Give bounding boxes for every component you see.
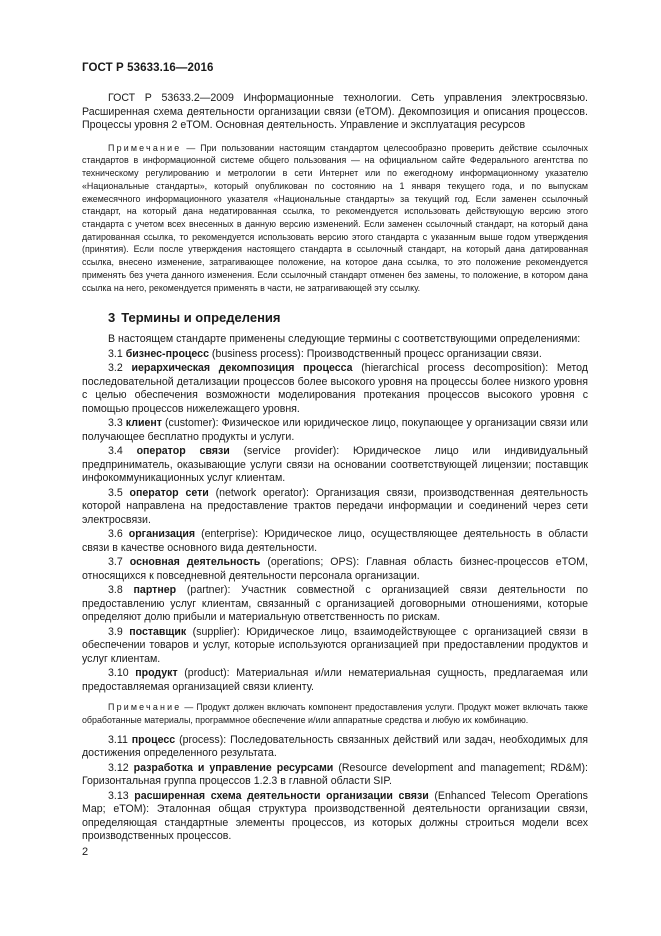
term-text: (partner): Участник совместной с организацией связи деятельности по предоставлению услуг клиентам, связанный с организацией договорными отношениями, которые определяют долю прибыли и материальную ответственность по рискам. — [82, 584, 588, 624]
term-definition — [82, 487, 588, 528]
section-number: 3 — [108, 310, 116, 326]
term-number: 3.6 — [108, 528, 123, 541]
term-number: 3.2 — [108, 362, 123, 375]
term-text: (supplier): Юридическое лицо, взаимодействующее с организацией связи в обеспечении товаров и услуг, которые используются организацией при предоставлении продуктов и услуг клиентам. — [82, 625, 588, 665]
document-content — [82, 92, 588, 844]
term-number: 3.10 — [108, 667, 129, 680]
term-name: организация — [128, 528, 196, 541]
section-intro: В настоящем стандарте применены следующие термины с соответствующими определениями: — [108, 333, 581, 346]
term-name: продукт — [135, 667, 178, 680]
term-text: (Enhanced Telecom Operations Map; eTOM): Эталонная общая структура производственной деятельности организации связи, определяющая стандартные элементы процессов, из которых должны строиться модели всех производственных процессов. — [82, 789, 588, 843]
term-definition — [82, 348, 588, 362]
term-text: (customer): Физическое или юридическое лицо, покупающее у организации связи или получающее бесплатно продукты и услуги. — [82, 417, 588, 443]
term-definition — [82, 762, 588, 789]
term-text: (network operator): Организация связи, производственная деятельность которой направлена на предоставление трактов передачи информации и соединений через сети электросвязи. — [82, 486, 588, 526]
term-name: разработка и управление ресурсами — [133, 761, 334, 774]
term-number: 3.9 — [108, 625, 123, 638]
note-label: Примечание — [108, 702, 182, 713]
term-name: оператор сети — [129, 486, 209, 499]
term-number: 3.13 — [108, 789, 129, 802]
section-title: Термины и определения — [121, 310, 281, 326]
term-number: 3.4 — [108, 445, 123, 458]
term-name: бизнес-процесс — [125, 347, 209, 360]
term-name: оператор связи — [136, 445, 230, 458]
term-definition — [82, 445, 588, 486]
term-number: 3.11 — [108, 733, 128, 746]
term-definition — [82, 626, 588, 667]
document-header: ГОСТ Р 53633.16—2016 — [82, 62, 214, 74]
term-number: 3.5 — [108, 486, 123, 499]
term-definition — [82, 417, 588, 444]
term-definition — [82, 734, 588, 761]
note-label: Примечание — [108, 142, 182, 153]
term-number: 3.8 — [108, 584, 123, 597]
term-text: (service provider): Юридическое лицо или индивидуальный предприниматель, оказывающие услуги связи на основании соответствующей лицензии; поставщик инфокоммуникационных услуг клиентам. — [82, 445, 588, 485]
term-text: (product): Материальная и/или нематериальная сущность, предлагаемая или предоставляемая организацией связи клиенту. — [82, 667, 588, 693]
terms-list-a — [82, 348, 588, 695]
term-name: поставщик — [129, 625, 187, 638]
note-normative — [82, 142, 588, 294]
term-definition — [82, 667, 588, 694]
term-name: партнер — [133, 584, 177, 597]
term-definition — [82, 528, 588, 555]
term-definition — [82, 362, 588, 416]
term-text: (business process): Производственный процесс организации связи. — [208, 347, 542, 360]
term-text: (operations; OPS): Главная область бизнес-процессов eTOM, относящихся к повседневной деятельности персонала организации. — [82, 556, 588, 582]
term-name: основная деятельность — [129, 556, 261, 569]
term-number: 3.12 — [108, 761, 129, 774]
note-text: — Продукт должен включать компонент предоставления услуги. Продукт может включать также обработанные материалы, программное обеспечение и/или аппаратные средства и любую их комбинацию. — [82, 702, 588, 725]
page-number: 2 — [82, 846, 89, 858]
term-definition — [82, 790, 588, 844]
term-number: 3.3 — [108, 417, 123, 430]
term-text: (hierarchical process decomposition): Метод последовательной детализации процессов более высокого уровня на процессы более низкого уровня с целью обеспечения возможности моделирования протекания процессов высокого уровня с помощью процессов нижележащего уровня. — [82, 362, 588, 415]
note-text: — При пользовании настоящим стандартом целесообразно проверить действие ссылочных стандартов в информационной системе общего пользования — на официальном сайте Федерального агентства по техническому регулированию и метрологии в сети Интернет или по ежегодному информационному указателю «Национальные стандарты», который опубликован по состоянию на 1 января текущего года, и по выпускам ежемесячного информационного указателя «Национальные стандарты» за текущий год. Если заменен ссылочный стандарт, на который дана недатированная ссылка, то рекомендуется использовать действующую версию этого стандарта с учетом всех внесенных в данную версию изменений. Если заменен ссылочный стандарт, на который дана датированная ссылка, то рекомендуется использовать версию этого стандарта с указанным выше годом утверждения (принятия). Если после утверждения настоящего стандарта в ссылочный стандарт, на который дана датированная ссылка, внесено изменение, затрагивающее положение, на которое дана ссылка, то это положение рекомендуется применять без учета данного изменения. Если ссылочный стандарт отменен без замены, то положение, в котором дана ссылка на него, рекомендуется применять в части, не затрагивающей эту ссылку. — [82, 142, 588, 293]
term-text: (enterprise): Юридическое лицо, осуществляющее деятельность в области связи в качестве основного вида деятельности. — [82, 528, 588, 554]
terms-list-b — [82, 734, 588, 844]
term-name: расширенная схема деятельности организации связи — [134, 789, 429, 802]
normative-reference: ГОСТ Р 53633.2—2009 Информационные технологии. Сеть управления электросвязью. Расширенная схема деятельности организации связи (eTOM). Декомпозиция и описания процессов. Процессы уровня 2 eTOM. Основная деятельность. Управление и эксплуатация ресурсов — [82, 92, 588, 132]
term-number: 3.1 — [108, 347, 123, 360]
term-name: иерархическая декомпозиция процесса — [131, 362, 353, 375]
term-definition — [82, 584, 588, 625]
term-name: клиент — [125, 417, 162, 430]
term-text: (Resource development and management; RD&M): Горизонтальная группа процессов 1.2.3 в главной области SIP. — [82, 761, 588, 788]
term-number: 3.7 — [108, 556, 123, 569]
term-name: процесс — [131, 733, 176, 746]
term-definition — [82, 556, 588, 583]
note-product — [82, 701, 588, 726]
term-text: (process): Последовательность связанных действий или задач, необходимых для достижения определенного результата. — [82, 733, 588, 760]
section-heading — [82, 310, 588, 325]
